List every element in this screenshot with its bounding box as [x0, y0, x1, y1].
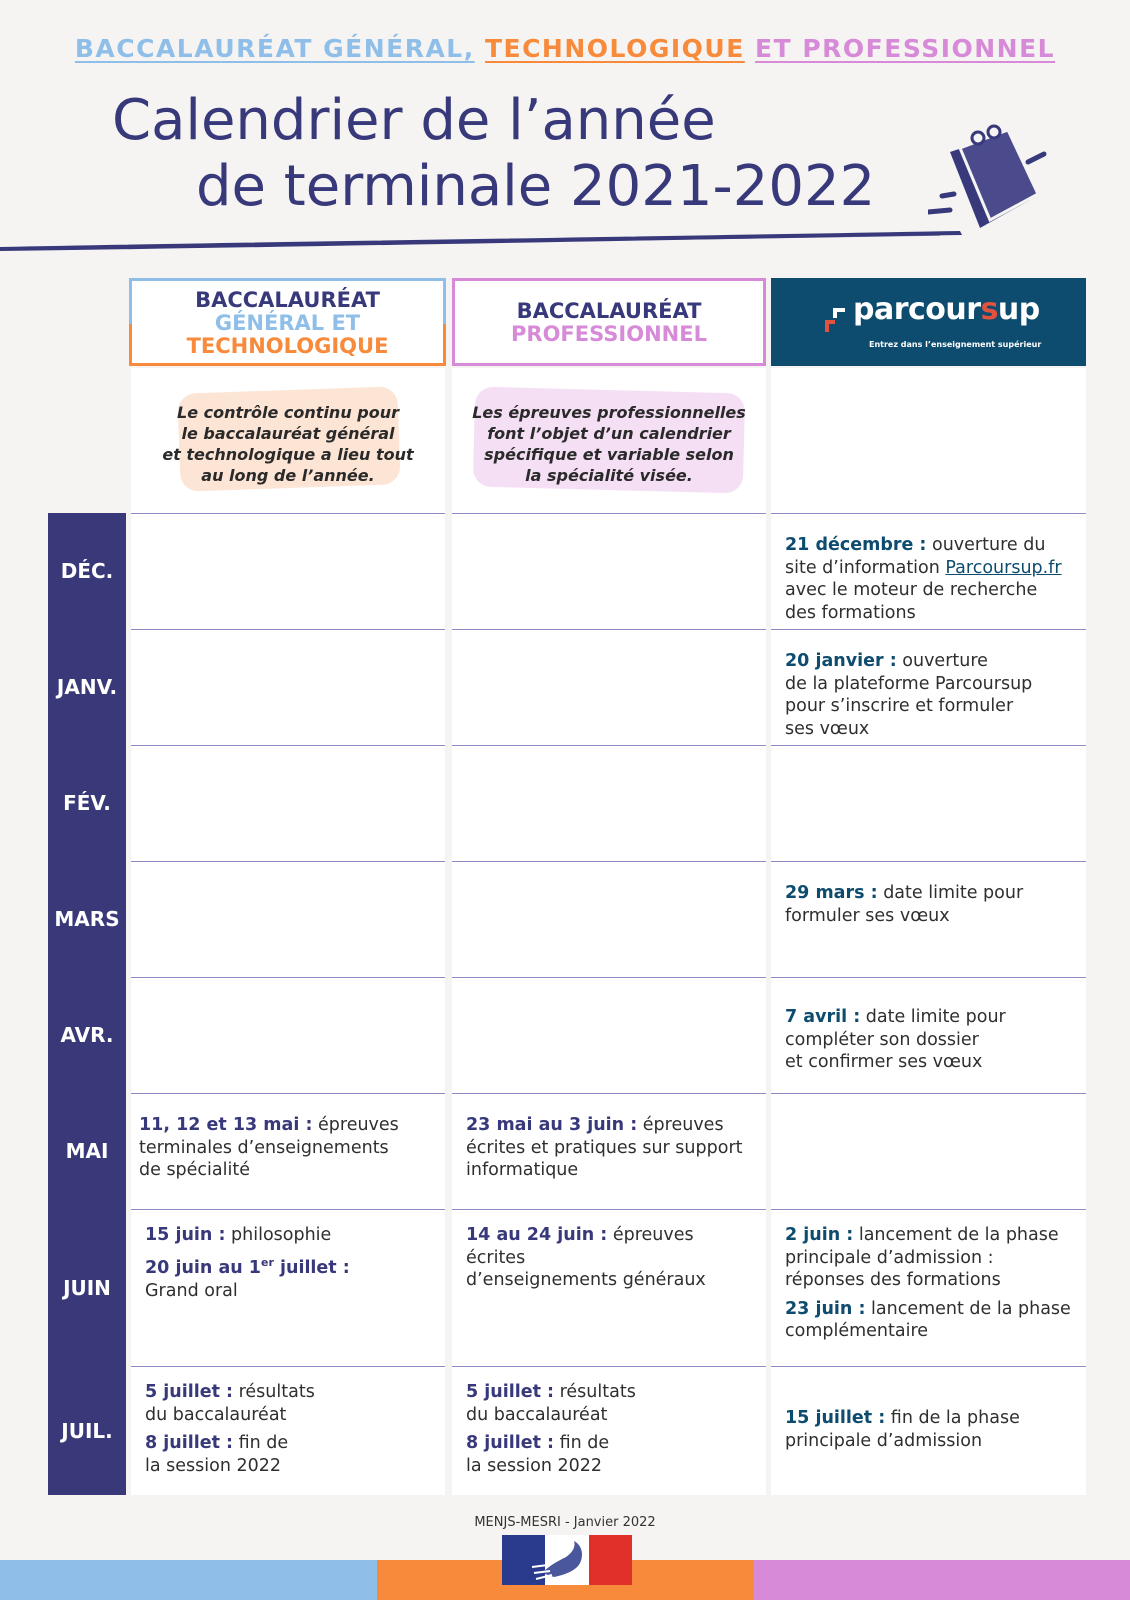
event-text: la session 2022 — [466, 1455, 603, 1476]
intro-pro-line: font l’objet d’un calendrier — [487, 424, 731, 443]
event-text: Grand oral — [145, 1280, 238, 1301]
event-text: complémentaire — [785, 1321, 929, 1341]
intro-pro-line: Les épreuves professionnelles — [472, 403, 746, 422]
intro-gen-line: Le contrôle continu pour — [177, 403, 399, 422]
event-date: 14 au 24 juin : — [466, 1225, 608, 1245]
cell-feb-general — [131, 745, 445, 861]
cell-apr-professionnel — [452, 977, 766, 1093]
cell-jul-parcoursup — [771, 1366, 1086, 1495]
event-text: formuler ses vœux — [785, 905, 950, 926]
parcoursup-word-b: up — [997, 292, 1040, 327]
event-text: de la plateforme Parcoursup — [785, 673, 1033, 694]
event-text: épreuves — [312, 1115, 399, 1135]
event-date: 15 juin : — [145, 1225, 226, 1245]
title-line-2: de terminale 2021-2022 — [196, 154, 876, 219]
event-text: avec le moteur de recherche — [785, 580, 1038, 600]
parcoursup-word-s: s — [980, 292, 998, 327]
intro-gen-line: et technologique a lieu tout — [162, 445, 414, 464]
intro-text-professionnel — [452, 402, 766, 486]
event-date: 8 juillet : — [466, 1433, 555, 1453]
cell-jun-professionnel — [452, 1209, 766, 1366]
parcoursup-link[interactable]: Parcoursup.fr — [945, 557, 1062, 578]
page-title — [112, 88, 875, 220]
event-text: lancement de la phase — [865, 1298, 1071, 1319]
event-text: philosophie — [225, 1225, 332, 1245]
cell-jun-parcoursup — [771, 1209, 1086, 1366]
brush-stroke-divider — [0, 225, 970, 255]
cell-apr-parcoursup — [771, 977, 1086, 1093]
month-label-jul: JUIL. — [48, 1366, 126, 1495]
cell-dec-parcoursup — [771, 513, 1086, 629]
event-text: ouverture — [896, 651, 988, 671]
cell-dec-general — [131, 513, 445, 629]
footer-credit: MENJS-MESRI - Janvier 2022 — [474, 1515, 656, 1530]
event-date-part: juillet : — [273, 1258, 350, 1279]
header-pro-line-2: PROFESSIONNEL — [511, 322, 707, 346]
parcoursup-arrow-icon — [825, 308, 851, 334]
banner-general: BACCALAURÉAT GÉNÉRAL, — [74, 34, 475, 63]
intro-pro-line: spécifique et variable selon — [484, 445, 734, 464]
event-text: la session 2022 — [145, 1455, 282, 1476]
cell-may-professionnel — [452, 1093, 766, 1209]
bottom-bar-pink — [754, 1560, 1130, 1600]
event-date: 20 janvier : — [785, 651, 897, 671]
event-text: terminales d’enseignements — [139, 1137, 389, 1158]
event-text: pour s’inscrire et formuler — [785, 696, 1014, 716]
event-date: 15 juillet : — [785, 1408, 886, 1428]
event-text: épreuves écrites — [466, 1225, 694, 1268]
month-label-mar: MARS — [48, 861, 126, 977]
event-text: fin de la phase — [885, 1408, 1020, 1428]
title-line-1: Calendrier de l’année — [112, 88, 716, 153]
cell-mar-parcoursup — [771, 861, 1086, 977]
event-text: résultats — [554, 1382, 636, 1402]
event-text: principale d’admission : — [785, 1247, 994, 1268]
event-date-part: 20 juin au 1 — [145, 1258, 261, 1279]
cell-may-general — [131, 1093, 445, 1209]
event-text: et confirmer ses vœux — [785, 1052, 983, 1072]
event-text: site d’information — [785, 557, 946, 578]
banner-professionnel: ET PROFESSIONNEL — [755, 34, 1056, 63]
event-date: 21 décembre : — [785, 535, 927, 555]
intro-text-general — [131, 402, 445, 486]
event-date — [145, 1258, 350, 1278]
month-label-apr: AVR. — [48, 977, 126, 1093]
event-date: 23 juin : — [785, 1298, 866, 1319]
cell-jul-professionnel — [452, 1366, 766, 1495]
cell-may-parcoursup — [771, 1093, 1086, 1209]
cell-feb-parcoursup — [771, 745, 1086, 861]
event-text: fin de — [554, 1433, 610, 1453]
event-text: principale d’admission — [785, 1430, 983, 1451]
header-gen-line-3: TECHNOLOGIQUE — [186, 334, 389, 358]
bottom-bar-blue — [0, 1560, 377, 1600]
event-text: date limite pour — [877, 883, 1024, 903]
month-label-may: MAI — [48, 1093, 126, 1209]
top-banner — [0, 34, 1130, 63]
calendar-icon — [928, 124, 1068, 239]
column-header-professionnel — [452, 278, 766, 366]
header-pro-line-1: BACCALAURÉAT — [516, 299, 702, 323]
event-text: informatique — [466, 1160, 579, 1180]
cell-jan-parcoursup — [771, 629, 1086, 745]
marianne-logo-icon — [502, 1535, 632, 1585]
column-header-parcoursup — [771, 278, 1086, 366]
event-text: des formations — [785, 602, 916, 623]
event-text: du baccalauréat — [466, 1404, 608, 1425]
event-text: ouverture du — [926, 535, 1046, 555]
event-date: 5 juillet : — [466, 1382, 555, 1402]
month-label-feb: FÉV. — [48, 745, 126, 861]
event-date: 2 juin : — [785, 1225, 854, 1245]
cell-jan-professionnel — [452, 629, 766, 745]
cell-jul-general — [131, 1366, 445, 1495]
event-text: écrites et pratiques sur support — [466, 1137, 743, 1158]
cell-mar-professionnel — [452, 861, 766, 977]
header-gen-line-1: BACCALAURÉAT — [195, 288, 380, 312]
event-text: lancement de la phase — [853, 1225, 1059, 1245]
event-text: résultats — [233, 1382, 315, 1402]
cell-dec-professionnel — [452, 513, 766, 629]
header-gen-line-2: GÉNÉRAL ET — [214, 311, 361, 335]
event-date-sup: er — [261, 1256, 274, 1270]
event-text: fin de — [233, 1433, 289, 1453]
cell-mar-general — [131, 861, 445, 977]
event-date: 8 juillet : — [145, 1433, 234, 1453]
parcoursup-tagline: Entrez dans l’enseignement supérieur — [869, 340, 1042, 349]
event-date: 11, 12 et 13 mai : — [139, 1115, 313, 1135]
event-date: 5 juillet : — [145, 1382, 234, 1402]
event-text: de spécialité — [139, 1160, 250, 1180]
month-label-dec: DÉC. — [48, 513, 126, 629]
event-date: 7 avril : — [785, 1007, 861, 1027]
event-text: ses vœux — [785, 718, 870, 739]
cell-feb-professionnel — [452, 745, 766, 861]
cell-apr-general — [131, 977, 445, 1093]
month-label-jan: JANV. — [48, 629, 126, 745]
event-date: 29 mars : — [785, 883, 878, 903]
event-date: 23 mai au 3 juin : — [466, 1115, 638, 1135]
column-header-general-technologique — [129, 278, 446, 366]
intro-gen-line: au long de l’année. — [201, 466, 375, 485]
month-label-jun: JUIN — [48, 1209, 126, 1366]
event-text: épreuves — [637, 1115, 724, 1135]
event-text: date limite pour — [860, 1007, 1006, 1027]
parcoursup-logo — [825, 292, 1045, 349]
intro-cell-professionnel — [452, 368, 766, 513]
parcoursup-wordmark — [853, 292, 1040, 327]
intro-cell-parcoursup — [771, 368, 1086, 513]
event-text: d’enseignements généraux — [466, 1270, 706, 1290]
intro-cell-general — [131, 368, 445, 513]
parcoursup-word-a: parcour — [853, 292, 981, 327]
cell-jan-general — [131, 629, 445, 745]
banner-technologique: TECHNOLOGIQUE — [484, 34, 745, 63]
intro-gen-line: le baccalauréat général — [181, 424, 395, 443]
event-text: du baccalauréat — [145, 1404, 287, 1425]
cell-jun-general — [131, 1209, 445, 1366]
event-text: compléter son dossier — [785, 1029, 979, 1050]
event-text: réponses des formations — [785, 1270, 1001, 1290]
intro-pro-line: la spécialité visée. — [525, 466, 693, 485]
